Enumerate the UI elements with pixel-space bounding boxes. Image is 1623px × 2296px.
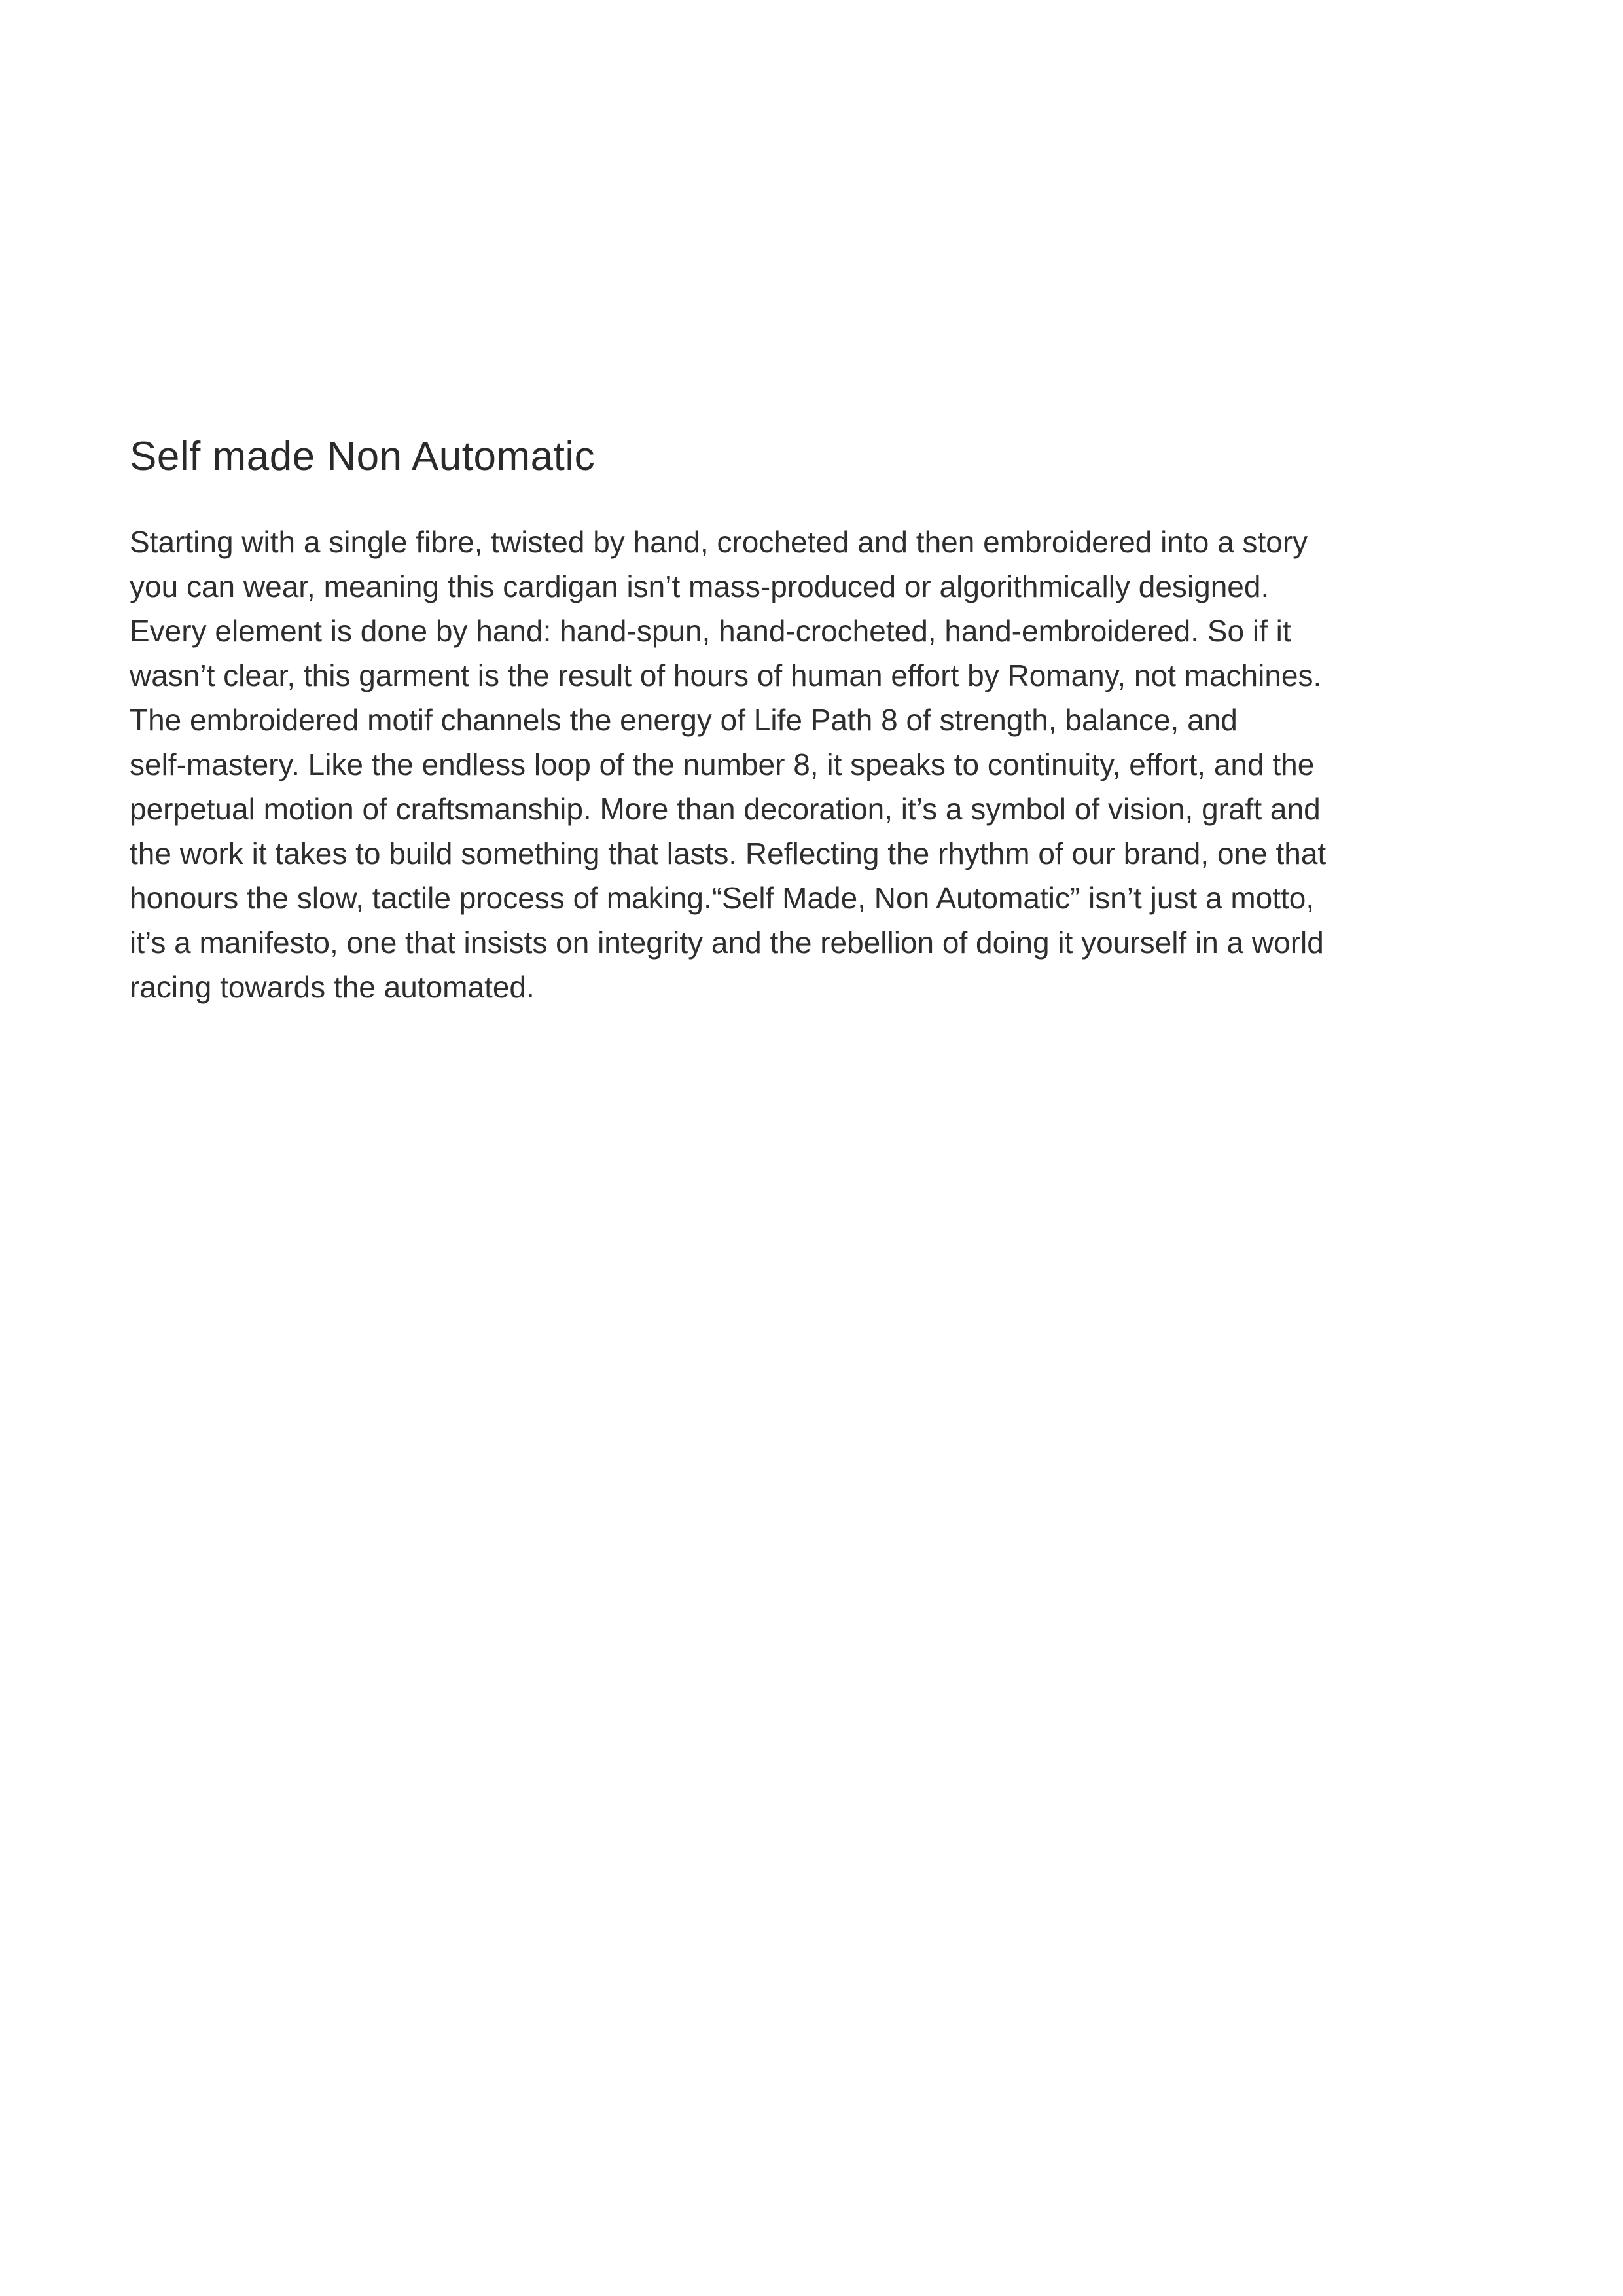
paragraph-line: the work it takes to build something that lasts. Reflecting the rhythm of our brand, one that xyxy=(130,836,1327,870)
paragraph-line: The embroidered motif channels the energy of Life Path 8 of strength, balance, and xyxy=(130,703,1238,737)
paragraph-line: Starting with a single fibre, twisted by hand, crocheted and then embroidered into a story xyxy=(130,525,1308,559)
document-content xyxy=(130,425,1504,1009)
paragraph-line: you can wear, meaning this cardigan isn’t mass-produced or algorithmically designed. xyxy=(130,569,1270,603)
document-title: Self made Non Automatic xyxy=(130,434,596,479)
body-paragraph xyxy=(130,520,1504,1009)
paragraph-line: Every element is done by hand: hand-spun, hand-crocheted, hand-embroidered. So if it xyxy=(130,614,1291,648)
paragraph-line: it’s a manifesto, one that insists on integrity and the rebellion of doing it yourself in a world xyxy=(130,925,1324,960)
paragraph-line: honours the slow, tactile process of making.“Self Made, Non Automatic” isn’t just a motto, xyxy=(130,881,1315,915)
paragraph-line: self-mastery. Like the endless loop of the number 8, it speaks to continuity, effort, and the xyxy=(130,747,1315,781)
paragraph-line: racing towards the automated. xyxy=(130,970,535,1004)
paragraph-line: wasn’t clear, this garment is the result of hours of human effort by Romany, not machines. xyxy=(130,658,1322,692)
paragraph-line: perpetual motion of craftsmanship. More than decoration, it’s a symbol of vision, graft and xyxy=(130,792,1321,826)
